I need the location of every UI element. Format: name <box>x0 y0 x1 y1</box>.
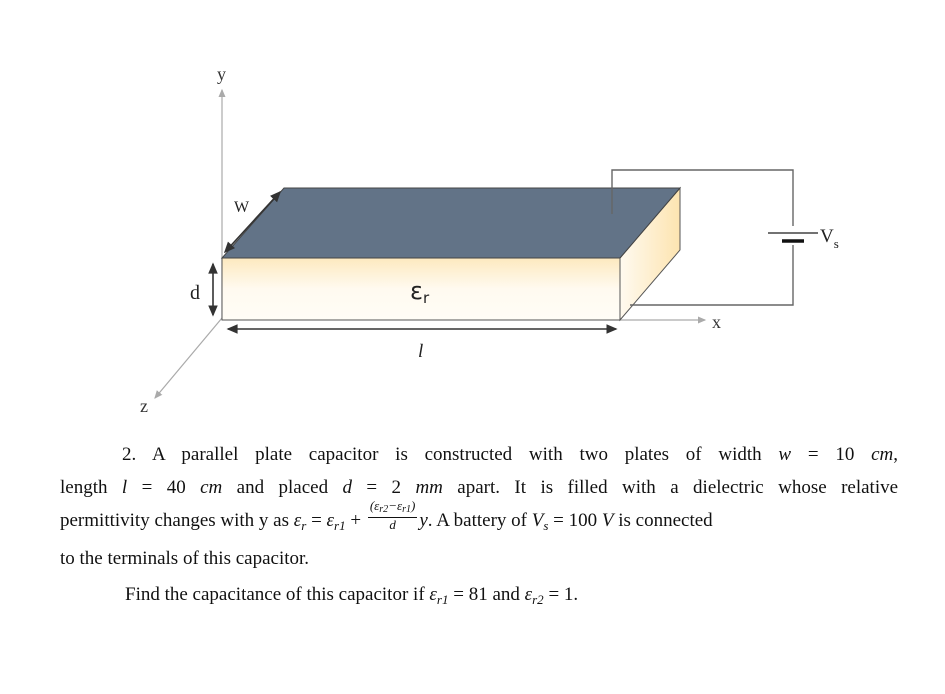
problem-question: Find the capacitance of this capacitor if $\varepsilon_{r1} = 81$ and $\varepsilon_{r2} = 1$. <box>125 584 579 607</box>
l-label: l <box>418 341 424 362</box>
axis-x-label: x <box>712 312 721 332</box>
problem-line-3: permittivity changes with y as $\varepsilon_r = \varepsilon_{r1}$ + $\frac{(\varepsilon r2-\varepsilon r1)}{d}$ y. A battery of $V_s = 100$ V is connected <box>60 498 713 533</box>
w-label: W <box>234 199 250 216</box>
problem-statement <box>60 438 898 575</box>
epsilon-r-label: εr <box>410 277 430 307</box>
axis-z-label: z <box>140 396 148 416</box>
d-label: d <box>190 282 200 304</box>
axis-y-label: y <box>217 64 226 84</box>
problem-line-2: length l = 40 cm and placed d = 2 mm apart. It is filled with a dielectric whose relative <box>60 477 899 498</box>
z-axis <box>155 318 222 398</box>
problem-line-4: to the terminals of this capacitor. <box>60 548 310 569</box>
permittivity-fraction: $\frac{(\varepsilon r2-\varepsilon r1)}{d}$ <box>369 498 416 533</box>
vs-label: $V_s$ <box>820 226 839 251</box>
problem-line-1: 2. A parallel plate capacitor is constructed with two plates of width w = 10 cm, <box>122 444 899 465</box>
